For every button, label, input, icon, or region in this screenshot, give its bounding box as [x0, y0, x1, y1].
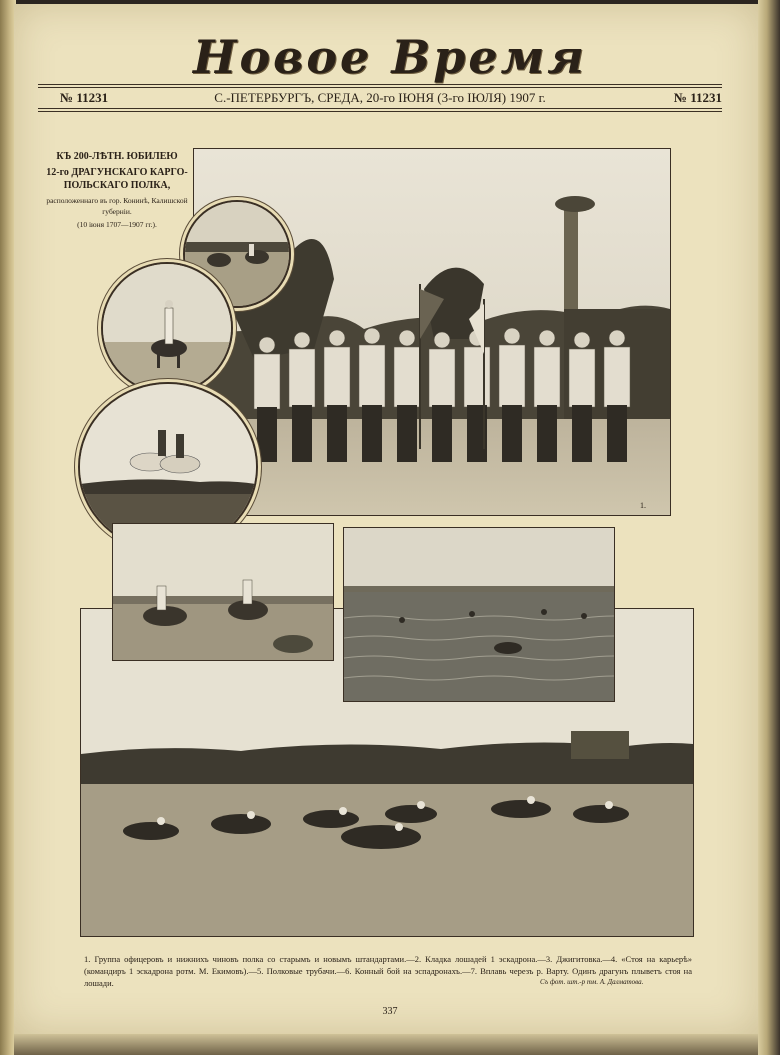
photo-sabre-fight-front	[112, 523, 334, 661]
feature-line-2: 12-го ДРАГУНСКАГО КАРГО-ПОЛЬСКАГО ПОЛКА,	[46, 167, 188, 191]
issue-number-left: № 11231	[60, 90, 109, 105]
masthead-rule-top-2	[38, 87, 722, 88]
feature-heading	[44, 150, 190, 230]
masthead-rule-bottom-2	[38, 111, 722, 112]
feature-line-1: КЪ 200-ЛѢТН. ЮБИЛЕЮ	[56, 151, 178, 162]
issue-number-right: № 11231	[673, 90, 722, 105]
photo-officers-group	[193, 148, 671, 516]
masthead-rule-bottom	[38, 108, 722, 109]
masthead-rule-top	[38, 84, 722, 85]
page-number: 337	[382, 1006, 398, 1017]
photo-river-crossing-front	[343, 527, 615, 702]
photo-captions: 1. Группа офицеровъ и нижнихъ чиновъ полка со старымъ и новымъ штандартами.—2. Кладка лошадей 1 эскадрона.—3. Джигитовка.—4. «Стоя на карьерѣ» (командиръ 1 эскадрона ротм. М. Екимовъ).—5. Полковые трубачи.—6. Конный бой на эспадронахъ.—7. Вплавь черезъ р. Варту. Одинъ драгунъ плыветъ стоя на лошади.	[84, 954, 692, 988]
page-edge-right	[758, 0, 780, 1055]
photo-rider-standing-circle	[101, 262, 233, 394]
dateline	[38, 90, 722, 108]
feature-line-3: расположеннаго въ гор. Конинѣ, Калишской губерніи.	[46, 196, 188, 216]
photo-credit: Съ фот. шт.-р тм. А. Далматова.	[540, 978, 644, 986]
place-date: С.-ПЕТЕРБУРГЪ, СРЕДА, 20-го ІЮНЯ (3-го ІЮЛЯ) 1907 г.	[214, 90, 546, 105]
page-edge-bottom	[14, 1034, 758, 1055]
masthead-title: Новое Время	[193, 30, 587, 84]
photo-1-label: 1.	[640, 501, 646, 510]
feature-line-4: (10 іюня 1707—1907 гг.).	[77, 220, 157, 229]
